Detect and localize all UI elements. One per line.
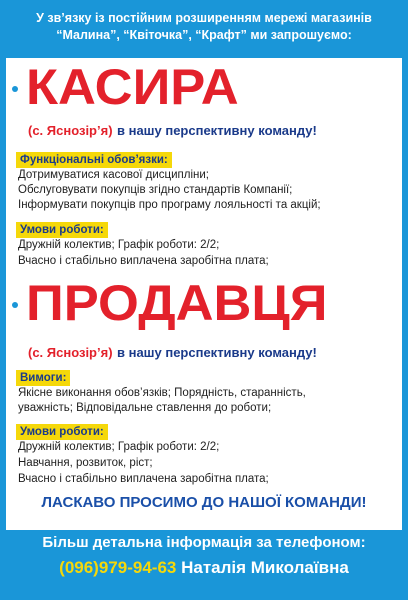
header — [6, 4, 402, 54]
header-line-1: У зв’язку із постійним розширенням мережі магазинів — [36, 11, 372, 25]
requirement-item: Якісне виконання обов’язків; Порядність, старанність, — [18, 387, 306, 399]
header-line-2: “Малина”, “Квіточка”, “Крафт” ми запрошуємо: — [56, 28, 352, 42]
bullet-dot — [12, 86, 18, 92]
condition-item: Вчасно і стабільно виплачена заробітна плата; — [18, 473, 269, 485]
contact-person: Наталія Миколаївна — [181, 558, 349, 577]
bullet-dot — [12, 302, 18, 308]
conditions-label: Умови роботи: — [16, 424, 108, 440]
conditions-label: Умови роботи: — [16, 222, 108, 238]
vacancy-team-text: в нашу перспективну команду! — [116, 345, 317, 360]
contact-info-text: Більш детальна інформація за телефоном: — [42, 534, 366, 551]
duty-item: Дотримуватися касової дисципліни; — [18, 169, 209, 181]
condition-item: Вчасно і стабільно виплачена заробітна плата; — [18, 255, 269, 267]
vacancy-team-text: в нашу перспективну команду! — [116, 123, 317, 138]
phone-number[interactable]: (096)979-94-63 — [59, 558, 177, 577]
content-panel — [6, 58, 402, 530]
duties-label: Функціональні обов’язки: — [16, 152, 172, 168]
call-to-action: ЛАСКАВО ПРОСИМО ДО НАШОЇ КОМАНДИ! — [41, 494, 367, 511]
contact-line — [0, 558, 408, 578]
duty-item: Інформувати покупців про програму лояльності та акцій; — [18, 199, 321, 211]
vacancy-location: (с. Яснозір’я) — [28, 123, 113, 138]
condition-item: Навчання, розвиток, ріст; — [18, 457, 153, 469]
vacancy-subline-seller — [28, 344, 317, 362]
vacancy-title-cashier: КАСИРА — [26, 59, 239, 115]
condition-item: Дружній колектив; Графік роботи: 2/2; — [18, 239, 220, 251]
vacancy-title-seller: ПРОДАВЦЯ — [26, 275, 328, 331]
requirements-label: Вимоги: — [16, 370, 70, 386]
vacancy-subline-cashier — [28, 122, 317, 140]
duty-item: Обслуговувати покупців згідно стандартів Компанії; — [18, 184, 293, 196]
vacancy-location: (с. Яснозір’я) — [28, 345, 113, 360]
requirement-item: уважність; Відповідальне ставлення до роботи; — [18, 402, 272, 414]
condition-item: Дружній колектив; Графік роботи: 2/2; — [18, 441, 220, 453]
